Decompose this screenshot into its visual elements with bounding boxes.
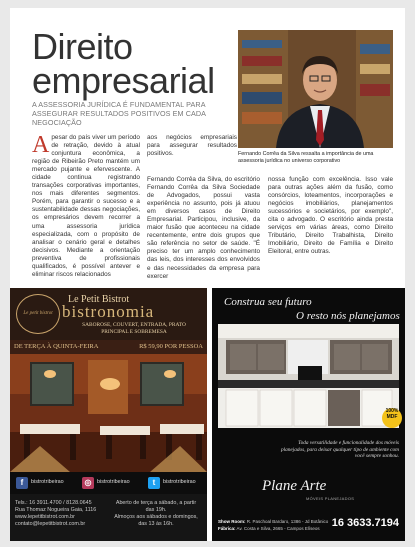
column-1-text: pesar do país viver um período de retração, devido à atual conjuntura econômica, a região de Ribeirão Preto mantém um mercado pujante e efervescente. A cidade continua registrando transações corporativas importantes, nos mais diferentes segmentos. Porém, para garantir o sucesso e a sustentabilidade dessas negociações, os empresários devem recorrer a uma assessoria jurídica especializada, com o propósito de analisar o cenário geral e detalhes decisivos. Mediante a orientação preventiva de profissionais qualificados, é possível antever e eliminar riscos relacionados bbox=[32, 134, 140, 278]
article-direito-empresarial bbox=[10, 8, 405, 280]
bistrot-hours: Aberto de terça a sábado, a partir das 19h. Almoços aos sábados e domingos, das 13 às 16h. bbox=[114, 500, 198, 527]
article-column-3: nossa função com excelência. Isso vale para outras ações além da fusão, como consórcios, loteamentos, incorporações e negócios imobiliários, planejamentos sucessórios e societários, por exemplo", cita o advogado. O escritório ainda presta serviços em várias áreas, como Direito Tributário, Direito Trabalhista, Direito Imobiliário, Direito de Família e Direito Eleitoral, entre outras. bbox=[268, 176, 393, 256]
title-line-2: empresarial bbox=[32, 60, 215, 101]
bistrot-menu-description: SABOROSE, COUVERT, ENTRADA, PRATO PRINCIPAL E SOBREMESA bbox=[82, 322, 186, 335]
bistrot-header bbox=[10, 288, 207, 340]
bistrot-contact: Tels.: 16 3911.4700 / 8128.0645 Rua Thomaz Nogueira Gaia, 1116 www.lepetitbistrot.com.br contato@lepetitbistrot.com.br bbox=[15, 500, 97, 527]
article-title bbox=[32, 26, 242, 101]
instagram-handle: bistrotribeirao bbox=[97, 479, 130, 485]
planeart-headline-2: O resto nós planejamos bbox=[296, 310, 400, 322]
mdf-badge: 100% MDF bbox=[382, 408, 402, 428]
showroom-address bbox=[218, 518, 338, 525]
article-column-1 bbox=[32, 134, 140, 279]
factory-label: Fábrica: bbox=[218, 526, 236, 531]
bistrot-logo-text: Le petit bistrot bbox=[23, 311, 53, 316]
article-column-2-top: aos negócios empresariais para assegurar resultados positivos. bbox=[147, 134, 237, 158]
factory-address bbox=[218, 525, 338, 532]
factory-value: Av. Costa e Silva, 2665 - Campos Elíseos bbox=[236, 526, 320, 531]
bistrot-offer-days: DE TERÇA À QUINTA-FEIRA bbox=[14, 343, 99, 350]
title-line-1: Direito bbox=[32, 26, 133, 67]
instagram-icon: ◎ bbox=[82, 477, 94, 489]
bistrot-social-links bbox=[10, 472, 207, 494]
kitchen-illustration bbox=[218, 324, 399, 428]
bistrot-offer-bar bbox=[10, 340, 207, 354]
bistrot-footer bbox=[10, 494, 207, 541]
bistrot-offer-price: R$ 59,90 POR PESSOA bbox=[139, 343, 203, 350]
planeart-headline-1: Construa seu futuro bbox=[224, 296, 312, 308]
restaurant-interior-photo bbox=[10, 354, 207, 472]
bistrot-headline: bistronomia bbox=[62, 302, 155, 321]
twitter-icon: t bbox=[148, 477, 160, 489]
showroom-value: R. Paschoal Bardaro, 1386 - Jd Botânico bbox=[246, 519, 329, 524]
instagram-link[interactable] bbox=[82, 477, 142, 489]
planeart-logo-sub: MÓVEIS PLANEJADOS bbox=[306, 496, 355, 501]
facebook-handle: bistrotribeirao bbox=[31, 479, 64, 485]
bistrot-logo bbox=[16, 294, 60, 334]
article-column-2: Fernando Corrêa da Silva, do escritório Fernando Corrêa da Silva Sociedade de Advogados, possui vasta experiência no assunto, pois já atuou em diversos casos de Direito Empresarial. Participou, inclusive, da maior fusão que aconteceu na cidade recentemente, entre dois grupos que são referência no setor de saúde. "É preciso ter um amplo conhecimento das leis, dos interesses dos envolvidos e das necessidades da empresa para exercer bbox=[147, 176, 260, 280]
planeart-logo[interactable] bbox=[252, 476, 372, 506]
planeart-copy: Toda versatilidade e funcionalidade dos móveis planejados, para deixar qualquer tipo de ambiente com você sempre sonhou. bbox=[281, 440, 399, 460]
lawyer-photo-illustration bbox=[238, 30, 393, 148]
planeart-phone[interactable]: 16 3633.7194 bbox=[331, 517, 399, 529]
twitter-handle: bistrotribeirao bbox=[163, 479, 196, 485]
facebook-icon: f bbox=[16, 477, 28, 489]
showroom-label: Show Room: bbox=[218, 519, 246, 524]
lawyer-photo bbox=[238, 30, 393, 148]
photo-caption: Fernando Corrêa da Silva ressalta a importância de uma assessoria jurídica no universo corporativo bbox=[238, 151, 374, 164]
bistrot-advertisement[interactable] bbox=[10, 288, 207, 541]
planeart-advertisement[interactable] bbox=[212, 288, 405, 541]
facebook-link[interactable] bbox=[16, 477, 76, 489]
drop-cap: A bbox=[32, 132, 50, 158]
bistrot-name: Le Petit Bistrot bbox=[68, 294, 130, 305]
article-lead: A ASSESSORIA JURÍDICA É FUNDAMENTAL PARA ASSEGURAR RESULTADOS POSITIVOS EM CADA NEGOCIAÇÃO bbox=[32, 100, 206, 127]
magazine-page bbox=[10, 8, 405, 541]
planeart-addresses bbox=[218, 518, 338, 532]
planeart-logo-text: Plane Arte bbox=[262, 478, 327, 494]
restaurant-interior-illustration bbox=[10, 354, 207, 472]
kitchen-photo bbox=[218, 324, 399, 428]
twitter-link[interactable] bbox=[148, 477, 206, 489]
